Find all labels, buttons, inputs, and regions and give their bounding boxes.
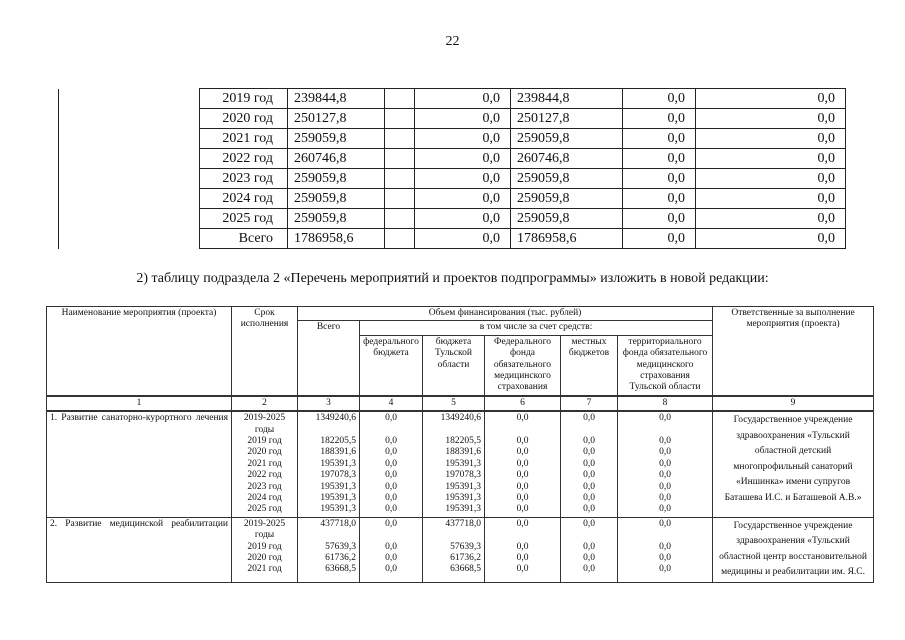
year-cell: 2022 год bbox=[200, 149, 288, 169]
value-line: 182205,5 bbox=[445, 436, 481, 447]
value-line: 2020 год bbox=[247, 552, 282, 563]
measure-local-cell bbox=[561, 411, 618, 517]
responsible-organization: Государственное учреждение здравоохранения «Тульский областной центр восстановительной медицины и реабилитации им. Я.С. bbox=[713, 517, 874, 582]
value-line: 0,0 bbox=[385, 458, 397, 469]
federal-cell: 0,0 bbox=[415, 149, 511, 169]
blank-cell bbox=[59, 129, 200, 149]
value-line: 0,0 bbox=[516, 470, 529, 481]
gap-cell bbox=[385, 149, 415, 169]
value-line: 0,0 bbox=[659, 436, 671, 447]
column-number-row bbox=[47, 396, 874, 411]
value-line: 188391,6 bbox=[320, 447, 356, 458]
value-line: 0,0 bbox=[583, 481, 595, 492]
column-number: 5 bbox=[423, 396, 485, 411]
value-line: 0,0 bbox=[516, 413, 529, 424]
summary-row bbox=[59, 189, 846, 209]
value-line: 0,0 bbox=[385, 518, 397, 529]
value-line: 195391,3 bbox=[320, 481, 356, 492]
column-number: 9 bbox=[713, 396, 874, 411]
value-line: 0,0 bbox=[583, 492, 595, 503]
value-line: 0,0 bbox=[385, 481, 397, 492]
value-line bbox=[426, 530, 481, 541]
value-line bbox=[363, 425, 419, 436]
value-line: 0,0 bbox=[516, 541, 529, 552]
fund-cell: 0,0 bbox=[696, 169, 846, 189]
blank-cell bbox=[59, 109, 200, 129]
blank-cell bbox=[59, 209, 200, 229]
regional-cell: 260746,8 bbox=[511, 149, 623, 169]
value-line: 0,0 bbox=[385, 470, 397, 481]
fund-cell: 0,0 bbox=[696, 189, 846, 209]
total-cell: 239844,8 bbox=[288, 89, 385, 109]
value-line: 0,0 bbox=[516, 552, 529, 563]
header-term: Срок исполнения bbox=[232, 307, 298, 396]
value-line: 0,0 bbox=[583, 504, 595, 515]
value-line: 61736,2 bbox=[450, 552, 481, 563]
blank-cell bbox=[59, 89, 200, 109]
total-cell: 1786958,6 bbox=[288, 229, 385, 249]
regional-cell: 250127,8 bbox=[511, 109, 623, 129]
measure-name: 1. Развитие санаторно-курортного лечения bbox=[47, 411, 232, 517]
value-line: 197078,3 bbox=[320, 470, 356, 481]
section-heading: 2) таблицу подраздела 2 «Перечень мероприятий и проектов подпрограммы» изложить в новой редакции: bbox=[136, 271, 769, 286]
value-line: 0,0 bbox=[583, 564, 595, 575]
fund-cell: 0,0 bbox=[696, 89, 846, 109]
value-line bbox=[488, 425, 557, 436]
blank-cell bbox=[59, 149, 200, 169]
municipal-cell: 0,0 bbox=[623, 189, 696, 209]
measure-name: 2. Развитие медицинской реабилитации bbox=[47, 517, 232, 582]
value-line: 0,0 bbox=[659, 481, 671, 492]
column-number: 4 bbox=[360, 396, 423, 411]
regional-cell: 259059,8 bbox=[511, 169, 623, 189]
gap-cell bbox=[385, 189, 415, 209]
value-line: 0,0 bbox=[516, 564, 529, 575]
value-line: 0,0 bbox=[583, 436, 595, 447]
value-line bbox=[621, 530, 709, 541]
measure-total-cell bbox=[298, 411, 360, 517]
federal-cell: 0,0 bbox=[415, 189, 511, 209]
total-cell: 259059,8 bbox=[288, 189, 385, 209]
value-line: 0,0 bbox=[516, 518, 529, 529]
value-line: 188391,6 bbox=[445, 447, 481, 458]
value-line: 57639,3 bbox=[450, 541, 481, 552]
value-line: 0,0 bbox=[385, 564, 397, 575]
value-line: 195391,3 bbox=[320, 492, 356, 503]
value-line: 61736,2 bbox=[325, 552, 356, 563]
value-line: 0,0 bbox=[385, 504, 397, 515]
municipal-cell: 0,0 bbox=[623, 129, 696, 149]
measure-federal-cell bbox=[360, 411, 423, 517]
column-number: 6 bbox=[485, 396, 561, 411]
column-number: 8 bbox=[618, 396, 713, 411]
header-volume: Объем финансирования (тыс. рублей) bbox=[298, 307, 713, 321]
value-line: 0,0 bbox=[583, 458, 595, 469]
value-line: 0,0 bbox=[385, 447, 397, 458]
value-line: 2025 год bbox=[247, 504, 282, 515]
measures-table bbox=[46, 306, 874, 583]
value-line: 2022 год bbox=[247, 470, 282, 481]
measure-fund-federal-cell bbox=[485, 517, 561, 582]
value-line: 0,0 bbox=[583, 541, 595, 552]
funding-summary-table bbox=[58, 88, 846, 249]
federal-cell: 0,0 bbox=[415, 169, 511, 189]
value-line bbox=[301, 530, 356, 541]
value-line: 182205,5 bbox=[320, 436, 356, 447]
value-line: 63668,5 bbox=[325, 564, 356, 575]
total-cell: 260746,8 bbox=[288, 149, 385, 169]
value-line: 195391,3 bbox=[445, 504, 481, 515]
summary-row bbox=[59, 229, 846, 249]
regional-cell: 259059,8 bbox=[511, 129, 623, 149]
value-line: 2019-2025 bbox=[243, 518, 286, 529]
value-line: 0,0 bbox=[659, 413, 671, 424]
value-line: 0,0 bbox=[659, 458, 671, 469]
value-line: 0,0 bbox=[659, 552, 671, 563]
federal-cell: 0,0 bbox=[415, 129, 511, 149]
summary-row bbox=[59, 149, 846, 169]
header-name: Наименование мероприятия (проекта) bbox=[47, 307, 232, 396]
column-number: 7 bbox=[561, 396, 618, 411]
fund-cell: 0,0 bbox=[696, 209, 846, 229]
municipal-cell: 0,0 bbox=[623, 149, 696, 169]
value-line: 0,0 bbox=[583, 518, 595, 529]
total-cell: 259059,8 bbox=[288, 169, 385, 189]
year-cell: 2024 год bbox=[200, 189, 288, 209]
municipal-cell: 0,0 bbox=[623, 229, 696, 249]
value-line: 0,0 bbox=[659, 447, 671, 458]
value-line: 0,0 bbox=[659, 541, 671, 552]
value-line: 0,0 bbox=[516, 458, 529, 469]
regional-cell: 259059,8 bbox=[511, 189, 623, 209]
year-cell: 2020 год bbox=[200, 109, 288, 129]
measure-terms-cell bbox=[232, 411, 298, 517]
value-line: 0,0 bbox=[385, 552, 397, 563]
federal-cell: 0,0 bbox=[415, 229, 511, 249]
value-line: 0,0 bbox=[583, 470, 595, 481]
header-responsible: Ответственные за выполнение мероприятия (проекта) bbox=[713, 307, 874, 396]
value-line: 0,0 bbox=[583, 413, 595, 424]
value-line: годы bbox=[254, 530, 275, 541]
measure-regional-cell bbox=[423, 517, 485, 582]
measure-terms-cell bbox=[232, 517, 298, 582]
value-line: 0,0 bbox=[516, 492, 529, 503]
blank-cell bbox=[59, 189, 200, 209]
year-cell: 2021 год bbox=[200, 129, 288, 149]
value-line: 0,0 bbox=[516, 481, 529, 492]
regional-cell: 1786958,6 bbox=[511, 229, 623, 249]
header-total: Всего bbox=[298, 321, 360, 396]
year-cell: 2019 год bbox=[200, 89, 288, 109]
summary-row bbox=[59, 209, 846, 229]
measure-total-cell bbox=[298, 517, 360, 582]
fund-cell: 0,0 bbox=[696, 129, 846, 149]
page-number: 22 bbox=[445, 34, 460, 49]
value-line: 2021 год bbox=[247, 564, 282, 575]
header-regional: бюджета Тульской области bbox=[423, 335, 485, 396]
regional-cell: 239844,8 bbox=[511, 89, 623, 109]
header-including: в том числе за счет средств: bbox=[360, 321, 713, 335]
fund-cell: 0,0 bbox=[696, 229, 846, 249]
value-line: 0,0 bbox=[516, 436, 529, 447]
summary-row bbox=[59, 169, 846, 189]
total-cell: 259059,8 bbox=[288, 209, 385, 229]
value-line: 0,0 bbox=[659, 564, 671, 575]
header-fund-territorial: территориального фонда обязательного медицинского страхования Тульской области bbox=[618, 335, 713, 396]
header-fund-federal: Федерального фонда обязательного медицинского страхования bbox=[485, 335, 561, 396]
column-number: 1 bbox=[47, 396, 232, 411]
value-line: 0,0 bbox=[583, 552, 595, 563]
value-line: 195391,3 bbox=[445, 481, 481, 492]
value-line: 1349240,6 bbox=[440, 413, 481, 424]
value-line: 197078,3 bbox=[445, 470, 481, 481]
column-number: 3 bbox=[298, 396, 360, 411]
year-cell: Всего bbox=[200, 229, 288, 249]
value-line: 0,0 bbox=[385, 492, 397, 503]
total-cell: 259059,8 bbox=[288, 129, 385, 149]
blank-cell bbox=[59, 229, 200, 249]
fund-cell: 0,0 bbox=[696, 149, 846, 169]
measure-fund-territorial-cell bbox=[618, 411, 713, 517]
value-line: 437718,0 bbox=[445, 518, 481, 529]
year-cell: 2025 год bbox=[200, 209, 288, 229]
value-line bbox=[301, 425, 356, 436]
gap-cell bbox=[385, 89, 415, 109]
value-line: 195391,3 bbox=[445, 458, 481, 469]
value-line: 2023 год bbox=[247, 481, 282, 492]
value-line: 0,0 bbox=[516, 447, 529, 458]
gap-cell bbox=[385, 129, 415, 149]
value-line: годы bbox=[254, 424, 275, 435]
value-line: 195391,3 bbox=[320, 458, 356, 469]
federal-cell: 0,0 bbox=[415, 209, 511, 229]
value-line bbox=[426, 425, 481, 436]
value-line: 1349240,6 bbox=[315, 413, 356, 424]
header-local: местных бюджетов bbox=[561, 335, 618, 396]
municipal-cell: 0,0 bbox=[623, 89, 696, 109]
regional-cell: 259059,8 bbox=[511, 209, 623, 229]
measure-fund-federal-cell bbox=[485, 411, 561, 517]
value-line: 0,0 bbox=[659, 492, 671, 503]
measure-local-cell bbox=[561, 517, 618, 582]
year-cell: 2023 год bbox=[200, 169, 288, 189]
summary-row bbox=[59, 129, 846, 149]
value-line bbox=[564, 530, 614, 541]
municipal-cell: 0,0 bbox=[623, 169, 696, 189]
federal-cell: 0,0 bbox=[415, 109, 511, 129]
measure-fund-territorial-cell bbox=[618, 517, 713, 582]
value-line: 0,0 bbox=[659, 470, 671, 481]
value-line: 63668,5 bbox=[450, 564, 481, 575]
gap-cell bbox=[385, 109, 415, 129]
value-line: 0,0 bbox=[583, 447, 595, 458]
header-federal: федерального бюджета bbox=[360, 335, 423, 396]
column-number: 2 bbox=[232, 396, 298, 411]
responsible-organization: Государственное учреждение здравоохранения «Тульский областной детский многопрофильный санаторий «Иншинка» имени супругов Баташева И.С. и Баташевой А.В.» bbox=[713, 411, 874, 517]
measure-regional-cell bbox=[423, 411, 485, 517]
municipal-cell: 0,0 bbox=[623, 209, 696, 229]
gap-cell bbox=[385, 209, 415, 229]
value-line: 0,0 bbox=[516, 504, 529, 515]
value-line bbox=[363, 530, 419, 541]
summary-row bbox=[59, 89, 846, 109]
federal-cell: 0,0 bbox=[415, 89, 511, 109]
value-line: 437718,0 bbox=[320, 518, 356, 529]
value-line: 2019-2025 bbox=[243, 413, 286, 424]
measure-row bbox=[47, 517, 874, 582]
value-line: 195391,3 bbox=[445, 492, 481, 503]
value-line bbox=[564, 425, 614, 436]
summary-row bbox=[59, 109, 846, 129]
value-line: 2019 год bbox=[247, 436, 282, 447]
value-line: 0,0 bbox=[385, 541, 397, 552]
blank-cell bbox=[59, 169, 200, 189]
value-line bbox=[488, 530, 557, 541]
measure-row bbox=[47, 411, 874, 517]
value-line: 0,0 bbox=[659, 518, 671, 529]
gap-cell bbox=[385, 169, 415, 189]
gap-cell bbox=[385, 229, 415, 249]
fund-cell: 0,0 bbox=[696, 109, 846, 129]
total-cell: 250127,8 bbox=[288, 109, 385, 129]
value-line: 195391,3 bbox=[320, 504, 356, 515]
measure-federal-cell bbox=[360, 517, 423, 582]
value-line: 2024 год bbox=[247, 492, 282, 503]
value-line: 2021 год bbox=[247, 458, 282, 469]
municipal-cell: 0,0 bbox=[623, 109, 696, 129]
value-line: 0,0 bbox=[385, 413, 397, 424]
value-line: 0,0 bbox=[659, 504, 671, 515]
value-line: 2020 год bbox=[247, 447, 282, 458]
value-line: 0,0 bbox=[385, 436, 397, 447]
value-line: 57639,3 bbox=[325, 541, 356, 552]
value-line bbox=[621, 425, 709, 436]
value-line: 2019 год bbox=[247, 541, 282, 552]
